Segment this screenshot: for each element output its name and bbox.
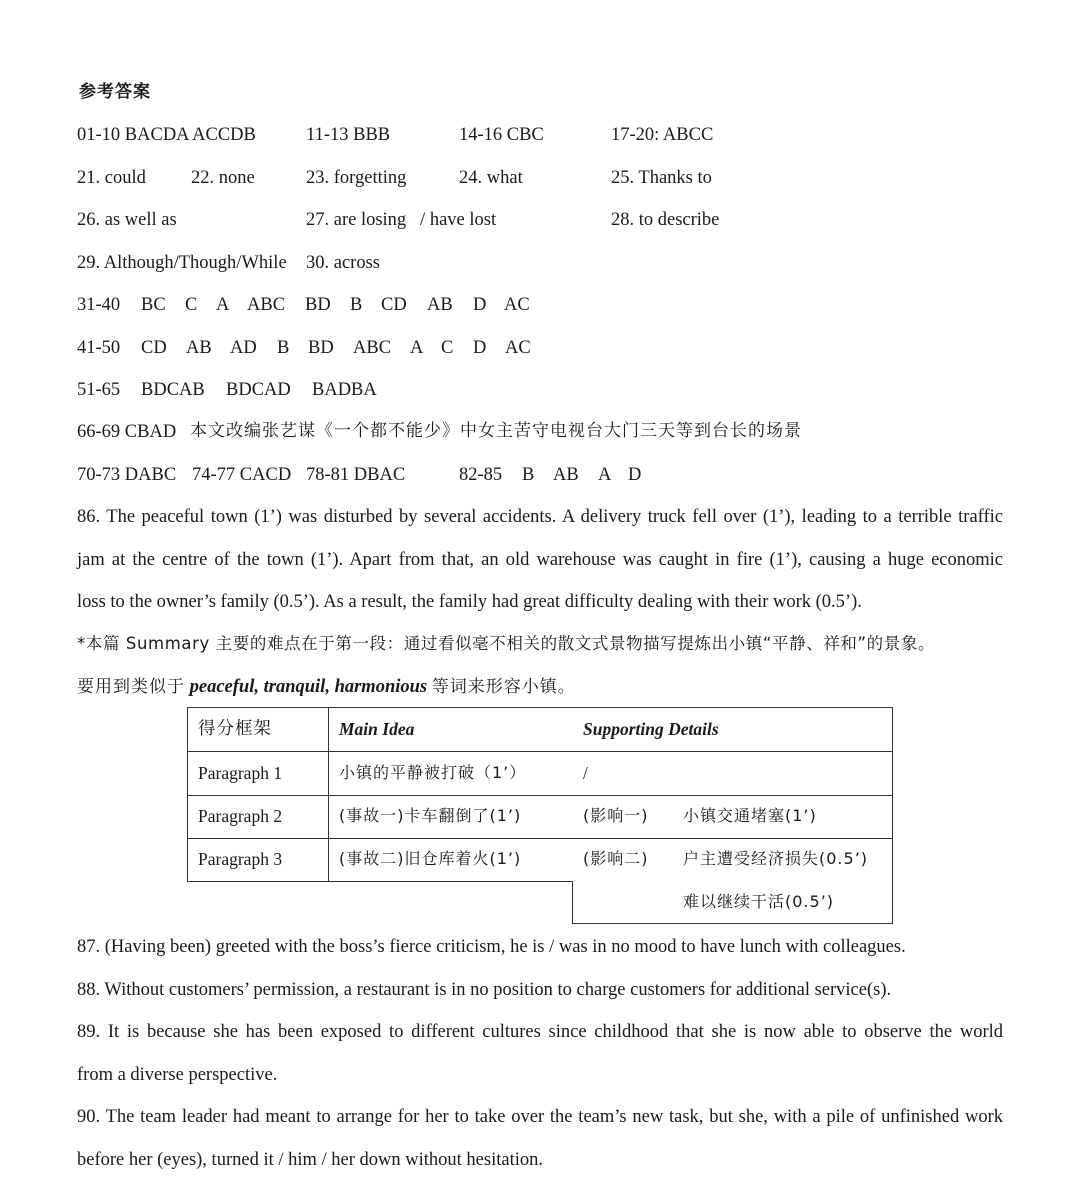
answer-24: 24. what (459, 168, 523, 188)
table-paragraph-3-detail-2: 难以继续干活(0.5’) (683, 892, 835, 911)
table-border-left (187, 707, 188, 882)
table-paragraph-1-label: Paragraph 1 (198, 763, 283, 783)
table-column-divider (572, 881, 573, 924)
table-row-divider (187, 838, 893, 839)
keyword-tranquil: tranquil (263, 677, 326, 697)
summary-note-line-2 (77, 678, 576, 697)
answer-88: 88. Without customers’ permission, a restaurant is in no position to charge customers for additional service(s). (77, 980, 892, 1000)
answer-22: 22. none (191, 168, 255, 188)
answer-87: 87. (Having been) greeted with the boss’s fierce criticism, he is / was in no mood to have lunch with colleagues. (77, 937, 906, 957)
table-paragraph-3-main: (事故二)旧仓库着火(1’) (339, 849, 522, 868)
table-row-divider (187, 881, 573, 882)
answer-78-81: 78-81 DBAC (306, 465, 406, 485)
answer-45: BD (308, 338, 334, 358)
answer-33: A (216, 295, 230, 315)
answer-42: AB (186, 338, 212, 358)
answer-82: B (522, 465, 535, 485)
table-paragraph-3-tag: (影响二) (583, 849, 649, 868)
reading-source-note: 本文改编张艺谋《一个都不能少》中女主苦守电视台大门三天等到台长的场景 (190, 421, 802, 441)
answer-21: 21. could (77, 168, 146, 188)
table-paragraph-2-tag: (影响一) (583, 806, 649, 825)
answer-44: B (277, 338, 290, 358)
answer-49: D (473, 338, 487, 358)
table-paragraph-3-label: Paragraph 3 (198, 849, 283, 869)
answer-34: ABC (247, 295, 286, 315)
answer-86-line-3: loss to the owner’s family (0.5’). As a result, the family had great difficulty dealing with their work (0.5’). (77, 592, 862, 612)
answer-82-85-label: 82-85 (459, 465, 503, 485)
note-suffix: 等词来形容小镇。 (431, 677, 576, 697)
keyword-comma-2: , (325, 677, 330, 697)
answer-37: CD (381, 295, 407, 315)
table-paragraph-2-label: Paragraph 2 (198, 806, 283, 826)
answer-35: BD (305, 295, 331, 315)
table-paragraph-2-detail: 小镇交通堵塞(1’) (683, 806, 817, 825)
answer-90-line-2: before her (eyes), turned it / him / her down without hesitation. (77, 1150, 543, 1170)
answer-30: 30. across (306, 253, 380, 273)
table-paragraph-3-detail-1: 户主遭受经济损失(0.5’) (683, 849, 869, 868)
answer-56-60: BDCAD (226, 380, 291, 400)
summary-note-line-1: *本篇 Summary 主要的难点在于第一段：通过看似毫不相关的散文式景物描写提炼出小镇“平静、祥和”的景象。 (77, 634, 936, 653)
answer-25: 25. Thanks to (611, 168, 712, 188)
keyword-comma-1: , (254, 677, 259, 697)
table-column-divider (328, 707, 329, 882)
table-border-right (892, 707, 893, 924)
answer-31-40-label: 31-40 (77, 295, 121, 315)
answer-11-13: 11-13 BBB (306, 125, 391, 145)
answer-74-77: 74-77 CACD (192, 465, 292, 485)
answer-23: 23. forgetting (306, 168, 407, 188)
table-paragraph-1-main: 小镇的平静被打破（1’） (339, 763, 527, 782)
answer-83: AB (553, 465, 579, 485)
answer-14-16: 14-16 CBC (459, 125, 544, 145)
answer-84: A (598, 465, 612, 485)
answer-41: CD (141, 338, 167, 358)
keyword-peaceful: peaceful (189, 677, 255, 697)
answer-66-69: 66-69 CBAD (77, 422, 177, 442)
answer-32: C (185, 295, 198, 315)
answer-27: 27. are losing / have lost (306, 210, 497, 230)
answer-89-line-2: from a diverse perspective. (77, 1065, 278, 1085)
answer-86-line-1: 86. The peaceful town (1’) was disturbed by several accidents. A delivery truck fell over (1’), leading to a terrible traffic (77, 507, 1003, 527)
answer-90-line-1: 90. The team leader had meant to arrange for her to take over the team’s new task, but she, with a pile of unfinished work (77, 1107, 1003, 1127)
table-header-supporting-details: Supporting Details (583, 719, 719, 739)
answer-31: BC (141, 295, 166, 315)
answer-46: ABC (353, 338, 392, 358)
answer-61-65: BADBA (312, 380, 377, 400)
answer-51-55: BDCAB (141, 380, 205, 400)
table-header-main-idea: Main Idea (339, 719, 415, 739)
answer-70-73: 70-73 DABC (77, 465, 177, 485)
answer-17-20: 17-20: ABCC (611, 125, 714, 145)
answer-39: D (473, 295, 487, 315)
answer-38: AB (427, 295, 453, 315)
note-prefix: 要用到类似于 (77, 677, 185, 697)
answer-89-line-1: 89. It is because she has been exposed to different cultures since childhood that she is now able to observe the world (77, 1022, 1003, 1042)
answer-50: AC (505, 338, 531, 358)
answer-85: D (628, 465, 642, 485)
answer-01-10: 01-10 BACDA ACCDB (77, 125, 256, 145)
answer-86-line-2: jam at the centre of the town (1’). Apart from that, an old warehouse was caught in fire (1’), causing a huge economic (77, 550, 1003, 570)
keyword-harmonious: harmonious (334, 677, 428, 697)
table-paragraph-1-detail: / (583, 763, 588, 783)
table-border-top (187, 707, 893, 708)
answer-48: C (441, 338, 454, 358)
table-row-divider (187, 795, 893, 796)
answer-43: AD (230, 338, 257, 358)
table-border-bottom (572, 923, 893, 924)
answer-40: AC (504, 295, 530, 315)
table-header-framework: 得分框架 (198, 719, 272, 739)
answer-41-50-label: 41-50 (77, 338, 121, 358)
table-paragraph-2-main: (事故一)卡车翻倒了(1’) (339, 806, 522, 825)
answer-51-65-label: 51-65 (77, 380, 121, 400)
page-title: 参考答案 (79, 82, 151, 102)
answer-28: 28. to describe (611, 210, 720, 230)
answer-26: 26. as well as (77, 210, 177, 230)
table-row-divider (187, 751, 893, 752)
answer-47: A (410, 338, 424, 358)
answer-29: 29. Although/Though/While (77, 253, 287, 273)
answer-36: B (350, 295, 363, 315)
